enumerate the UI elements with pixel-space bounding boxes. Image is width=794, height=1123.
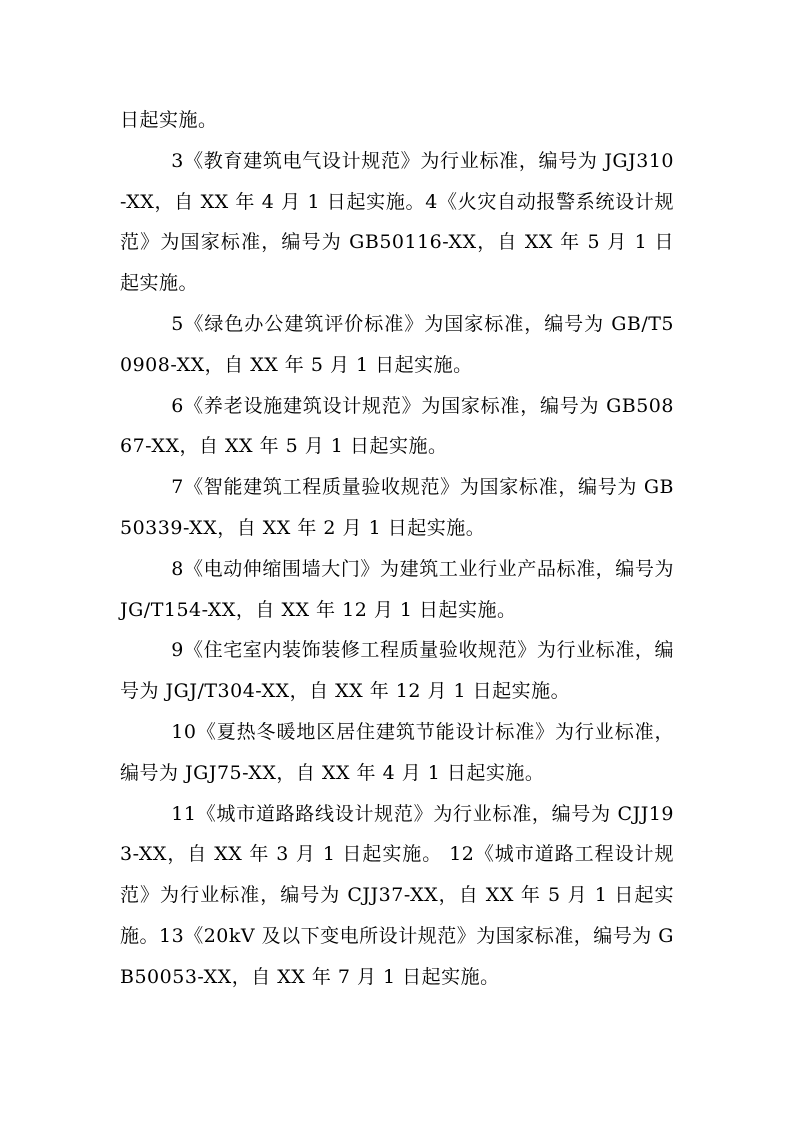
paragraph-continuation: 日起实施。 xyxy=(120,109,218,131)
document-body xyxy=(120,100,674,998)
paragraph-item-7: 7《智能建筑工程质量验收规范》为国家标准，编号为 GB50339-XX，自 XX 年 2 月 1 日起实施。 xyxy=(120,476,674,539)
paragraph-item-5: 5《绿色办公建筑评价标准》为国家标准，编号为 GB/T50908-XX，自 XX 年 5 月 1 日起实施。 xyxy=(120,312,674,376)
paragraph-item-9: 9《住宅室内装饰装修工程质量验收规范》为行业标准，编号为 JGJ/T304-XX，自 XX 年 12 月 1 日起实施。 xyxy=(120,639,674,703)
paragraph-item-3-4: 3《教育建筑电气设计规范》为行业标准，编号为 JGJ310-XX，自 XX 年 4 月 1 日起实施。4《火灾自动报警系统设计规范》为国家标准，编号为 GB50116-XX，自 XX 年 5 月 1 日起实施。 xyxy=(120,149,674,295)
paragraph-item-10: 10《夏热冬暖地区居住建筑节能设计标准》为行业标准，编号为 JGJ75-XX，自 XX 年 4 月 1 日起实施。 xyxy=(120,720,674,784)
paragraph-item-6: 6《养老设施建筑设计规范》为国家标准，编号为 GB50867-XX，自 XX 年 5 月 1 日起实施。 xyxy=(120,394,674,458)
paragraph-item-8: 8《电动伸缩围墙大门》为建筑工业行业产品标准，编号为 JG/T154-XX，自 XX 年 12 月 1 日起实施。 xyxy=(120,557,674,621)
paragraph-item-11-13: 11《城市道路路线设计规范》为行业标准，编号为 CJJ193-XX，自 XX 年 3 月 1 日起实施。 12《城市道路工程设计规范》为行业标准，编号为 CJJ37-XX，自 XX 年 5 月 1 日起实施。13《20kV 及以下变电所设计规范》为国家标准，编号为 GB50053-XX，自 XX 年 7 月 1 日起实施。 xyxy=(120,802,674,988)
